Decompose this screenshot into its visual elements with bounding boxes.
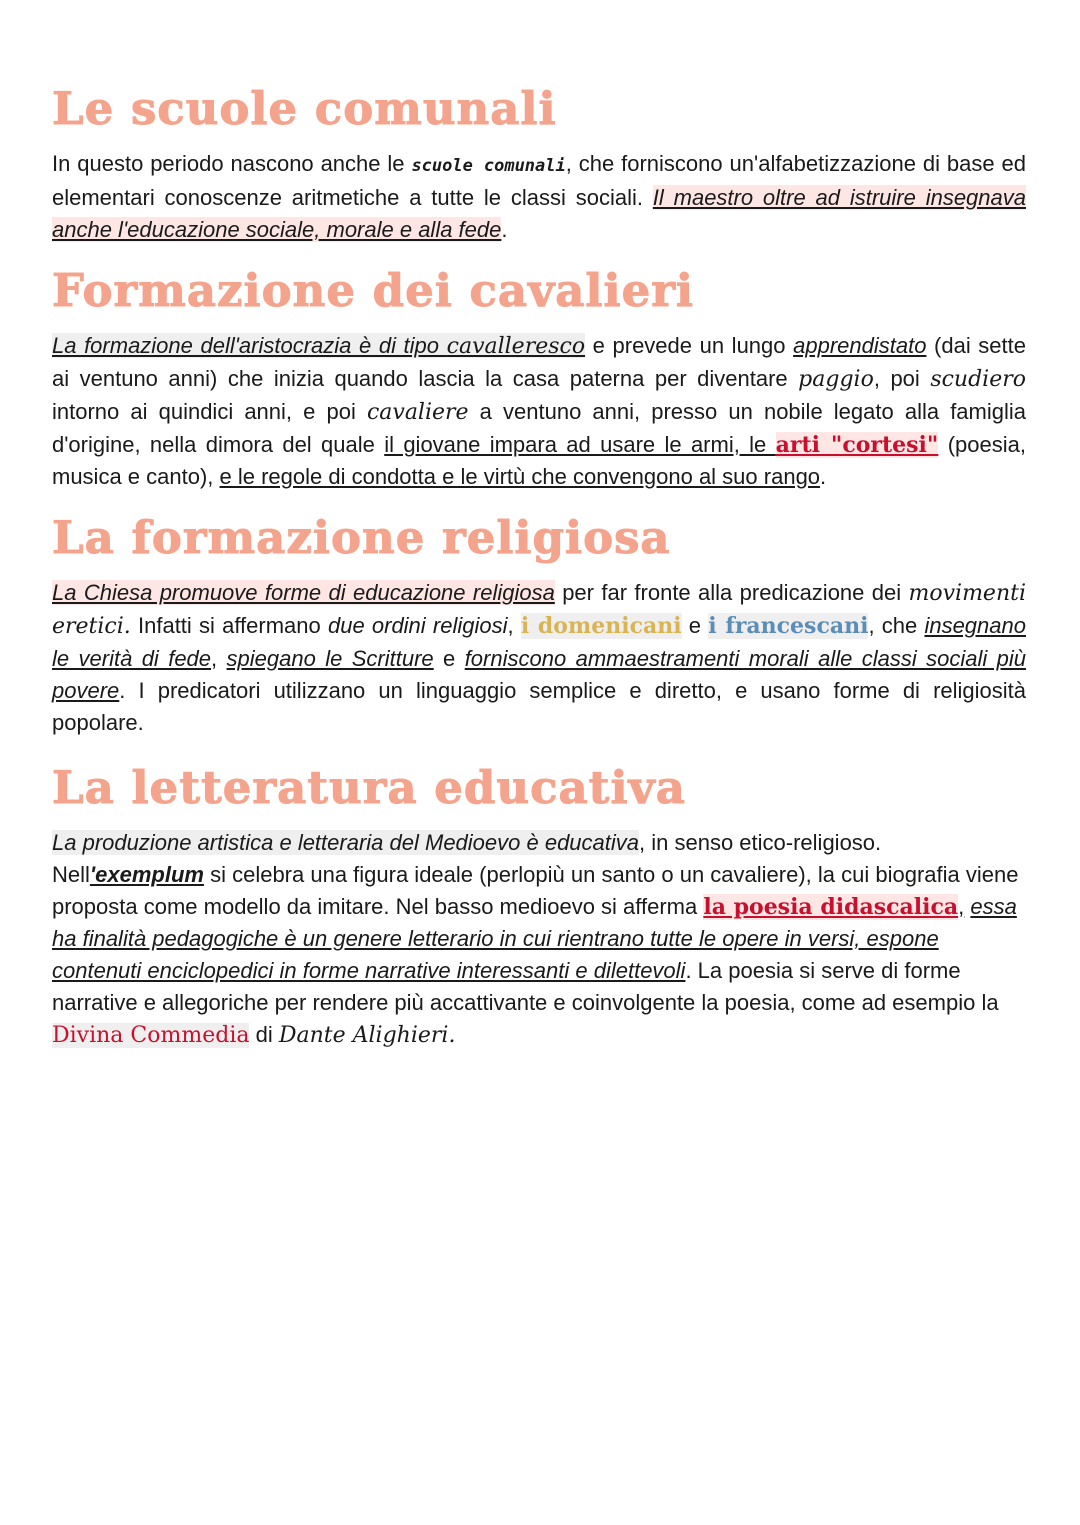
section-title: Formazione dei cavalieri xyxy=(52,264,695,317)
highlighted-text: La produzione artistica e letteraria del Medioevo è educativa xyxy=(52,830,640,855)
serif-term: cavalleresco xyxy=(446,334,586,359)
section-title: La formazione religiosa xyxy=(52,511,671,564)
text: Infatti si affermano xyxy=(130,613,328,638)
section-title: La letteratura educativa xyxy=(52,761,686,814)
highlighted-text: Il maestro oltre ad istruire insegnava anche l'educazione sociale, morale e alla fede xyxy=(52,185,1026,242)
text: di xyxy=(249,1022,279,1047)
text: e xyxy=(433,646,465,671)
section-formazione-cavalieri xyxy=(52,262,1026,493)
handwritten-name: Dante Alighieri. xyxy=(278,1023,456,1048)
underlined-term: apprendistato xyxy=(793,333,927,358)
underlined-term: spiegano le Scritture xyxy=(226,646,434,671)
text: , che xyxy=(868,613,925,638)
section-paragraph xyxy=(52,577,1026,739)
highlighted-text: La Chiesa promuove forme di educazione religiosa xyxy=(52,580,555,605)
text: . La poesia si serve di forme narrative e allegoriche per rendere più accattivante e coinvolgente la poesia, come ad esempio la xyxy=(52,958,999,1015)
red-term: arti "cortesi" xyxy=(775,432,939,458)
section-paragraph xyxy=(52,827,1026,1052)
section-letteratura-educativa xyxy=(52,759,1026,1052)
underlined-text: e le regole di condotta e le virtù che convengono al suo rango xyxy=(219,464,821,489)
text: , xyxy=(507,613,521,638)
handwritten-term: scuole comunali xyxy=(411,156,566,176)
text: a ventuno anni, presso un nobile legato alla famiglia d'origine, nella dimora del quale xyxy=(52,399,1026,457)
text: , xyxy=(211,646,227,671)
text: , xyxy=(958,894,965,919)
gold-term: i domenicani xyxy=(520,613,682,639)
text: intorno ai quindici anni, e poi xyxy=(52,399,367,424)
text: (poesia, musica e canto), xyxy=(52,432,1026,489)
text: , che forniscono un'alfabetizzazione di base ed elementari conoscenze aritmetiche a tutte le classi sociali. xyxy=(52,151,1026,210)
serif-term: cavaliere xyxy=(366,400,469,425)
serif-term: movimenti eretici. xyxy=(52,581,1026,639)
underlined-text: il giovane impara ad usare le armi, le xyxy=(384,432,776,457)
text: . xyxy=(820,464,827,489)
text: , in senso etico-religioso. xyxy=(639,830,882,855)
text: e prevede un lungo xyxy=(585,333,794,358)
section-formazione-religiosa xyxy=(52,509,1026,739)
text: e xyxy=(681,613,709,638)
italic-term: due ordini religiosi xyxy=(327,613,508,638)
text: In questo periodo nascono anche le xyxy=(52,151,412,176)
section-paragraph xyxy=(52,330,1026,493)
red-term: la poesia didascalica xyxy=(703,894,959,920)
underlined-term: insegnano le verità di fede xyxy=(52,613,1026,671)
serif-term: scudiero xyxy=(930,367,1026,392)
highlighted-text xyxy=(52,333,585,358)
blue-term: i francescani xyxy=(708,613,869,639)
text: . I predicatori utilizzano un linguaggio semplice e diretto, e usano forme di religiosità popolare. xyxy=(52,678,1026,735)
text: Nell xyxy=(52,862,90,887)
text: . xyxy=(501,217,508,242)
text: si celebra una figura ideale (perlopiù un santo o un cavaliere), la cui biografia viene proposta come modello da imitare. Nel basso medioevo si afferma xyxy=(52,862,1019,919)
serif-term: paggio xyxy=(798,367,874,392)
text: , poi xyxy=(873,366,931,391)
underlined-term: forniscono ammaestramenti morali alle classi sociali più povere xyxy=(52,646,1027,703)
text: per far fronte alla predicazione dei xyxy=(554,580,909,605)
section-scuole-comunali xyxy=(52,80,1026,246)
text: La formazione dell'aristocrazia è di tipo xyxy=(52,333,447,358)
red-term: Divina Commedia xyxy=(52,1023,250,1048)
section-paragraph xyxy=(52,148,1026,246)
bold-term: 'exemplum xyxy=(89,862,204,887)
section-title: Le scuole comunali xyxy=(52,82,557,135)
text: (dai sette ai ventuno anni) che inizia quando lascia la casa paterna per diventare xyxy=(52,333,1027,391)
underlined-text: essa ha finalità pedagogiche è un genere letterario in cui rientrano tutte le opere in versi, espone contenuti enciclopedici in forme narrative interessanti e dilettevoli xyxy=(52,894,1017,983)
